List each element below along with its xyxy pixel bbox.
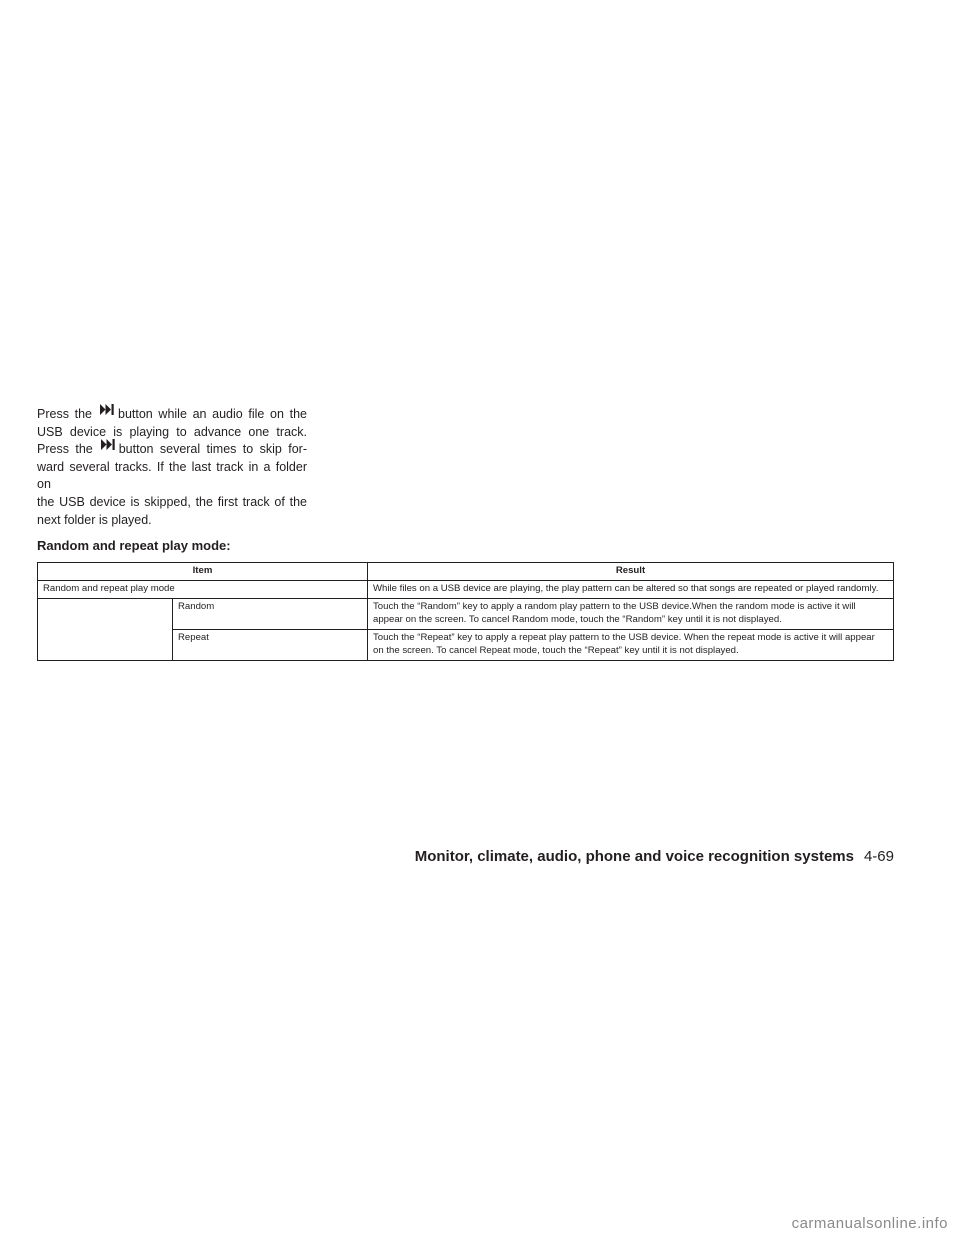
paragraph-line: the USB device is skipped, the first track of the <box>37 494 307 509</box>
paragraph-line: Press the button while an audio file on the <box>37 406 307 424</box>
table-row <box>38 580 894 599</box>
paragraph-line: next folder is played. <box>37 512 152 527</box>
paragraph-line: Press the button several times to skip for- <box>37 441 307 459</box>
result-cell: While files on a USB device are playing, the play pattern can be altered so that songs are repeated or played randomly. <box>368 580 894 599</box>
watermark: carmanualsonline.info <box>791 1215 948 1232</box>
result-cell: Touch the “Repeat” key to apply a repeat play pattern to the USB device. When the repeat mode is active it will appear on the screen. To cancel Repeat mode, touch the “Repeat” key until it is not displayed. <box>368 630 894 661</box>
result-cell: Touch the “Random” key to apply a random play pattern to the USB device.When the random mode is active it will appear on the screen. To cancel Random mode, touch the “Random” key until it is not displayed. <box>368 599 894 630</box>
section-heading: Random and repeat play mode: <box>37 538 231 553</box>
header-result: Result <box>368 563 894 581</box>
footer-section-title: Monitor, climate, audio, phone and voice recognition systems <box>414 848 854 865</box>
play-mode-table <box>37 562 894 661</box>
page-footer <box>0 848 894 866</box>
item-cell: Random and repeat play mode <box>38 580 368 599</box>
paragraph-line: ward several tracks. If the last track in a folder on <box>37 459 307 492</box>
table-row <box>38 599 894 630</box>
sub-item-cell: Random <box>173 599 368 630</box>
item-cell-empty <box>38 599 173 661</box>
paragraph-line: USB device is playing to advance one track. <box>37 424 307 439</box>
table-header-row <box>38 563 894 581</box>
header-item: Item <box>38 563 368 581</box>
page-number: 4-69 <box>863 848 894 865</box>
skip-forward-icon <box>92 404 118 416</box>
body-paragraph <box>37 406 307 529</box>
skip-forward-icon <box>93 439 119 451</box>
sub-item-cell: Repeat <box>173 630 368 661</box>
